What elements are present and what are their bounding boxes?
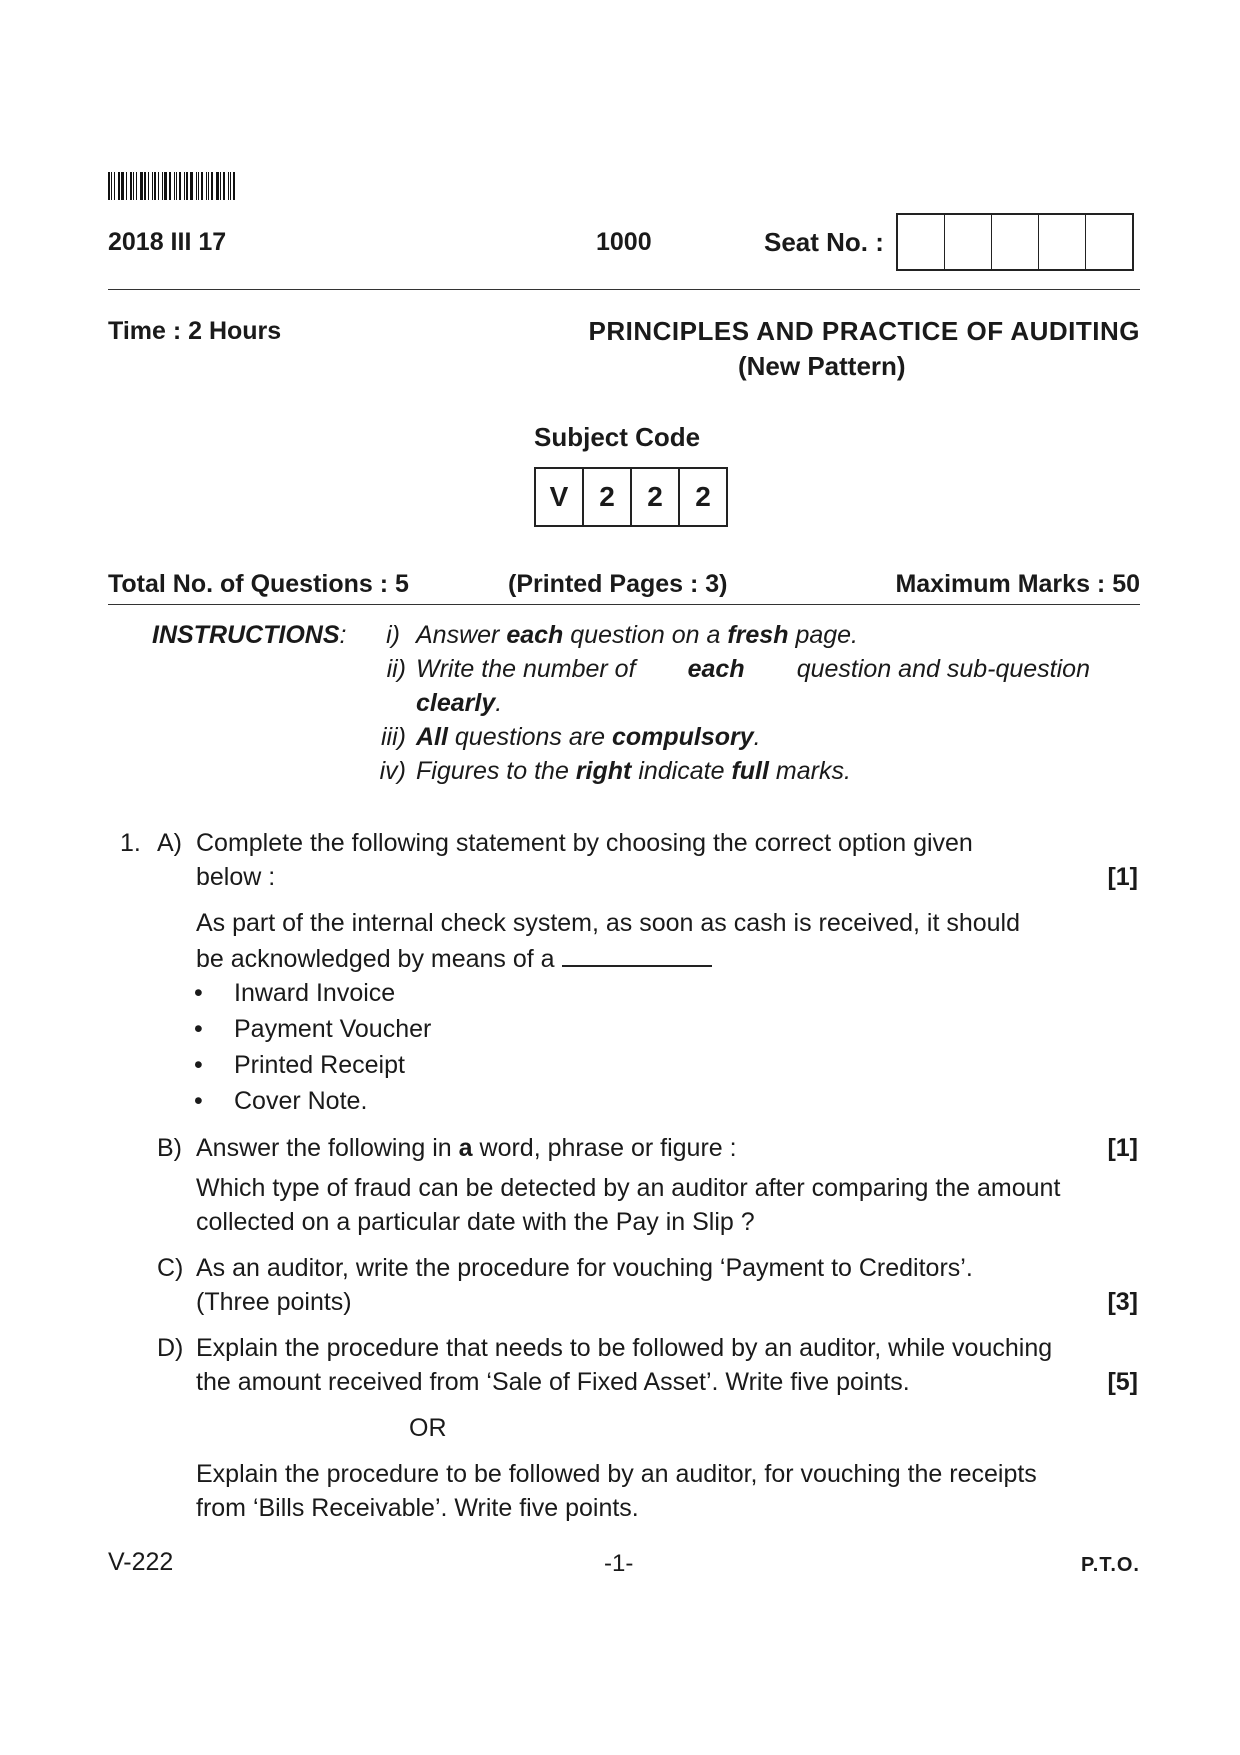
barcode-bar <box>169 172 171 200</box>
marks-badge: [5] <box>1107 1368 1138 1396</box>
answer-blank <box>562 943 712 967</box>
barcode-bar <box>220 172 221 200</box>
question-1b-text: Answer the following in a word, phrase or figure : <box>196 1134 737 1162</box>
option-item: • Payment Voucher <box>194 1015 432 1043</box>
barcode-bar <box>111 172 112 200</box>
barcode-bar <box>228 172 229 200</box>
bullet-icon: • <box>194 1015 203 1043</box>
barcode-bar <box>184 172 185 200</box>
barcode-bar <box>206 172 207 200</box>
question-number: 1. <box>120 829 141 857</box>
instruction-num: i) <box>386 621 400 649</box>
sub-question-label: D) <box>157 1334 184 1362</box>
instructions-label: INSTRUCTIONS: <box>152 621 347 649</box>
instruction-3: All questions are compulsory. <box>416 723 761 751</box>
barcode-bar <box>176 172 177 200</box>
barcode-bar <box>211 172 213 200</box>
barcode-bar <box>118 172 120 200</box>
time-allowed: Time : 2 Hours <box>108 317 282 345</box>
question-1d-text: Explain the procedure that needs to be followed by an auditor, while vouching <box>196 1334 1053 1362</box>
subject-title: PRINCIPLES AND PRACTICE OF AUDITING <box>588 316 1140 346</box>
barcode-bar <box>133 172 134 200</box>
copies-count: 1000 <box>596 228 652 256</box>
bullet-icon: • <box>194 1051 203 1079</box>
barcode-bar <box>140 172 143 200</box>
marks-badge: [3] <box>1107 1288 1138 1316</box>
barcode-bar <box>230 172 231 200</box>
sub-question-label: B) <box>157 1134 182 1162</box>
subject-code-char: 2 <box>695 481 711 512</box>
instruction-num: iii) <box>381 723 406 751</box>
option-item: • Inward Invoice <box>194 979 396 1007</box>
subject-code-char: 2 <box>584 469 632 525</box>
barcode-bar <box>121 172 124 200</box>
question-1c-text: (Three points) <box>196 1288 352 1316</box>
barcode-bar <box>130 172 132 200</box>
question-1d-alternative: Explain the procedure to be followed by an auditor, for vouching the receipts <box>196 1460 1037 1488</box>
sub-question-label: C) <box>157 1254 184 1282</box>
barcode-bar <box>198 172 199 200</box>
marks-badge: [1] <box>1107 1134 1138 1162</box>
barcode-bar <box>174 172 175 200</box>
question-1a-statement: As part of the internal check system, as soon as cash is received, it should <box>196 909 1021 937</box>
barcode-bar <box>108 172 110 200</box>
instruction-num: ii) <box>386 655 406 683</box>
barcode-bar <box>216 172 219 200</box>
question-1a-statement: be acknowledged by means of a <box>196 943 712 974</box>
pattern-label: (New Pattern) <box>738 351 906 381</box>
question-1c-text: As an auditor, write the procedure for vouching ‘Payment to Creditors’. <box>196 1254 973 1282</box>
barcode-bar <box>208 172 209 200</box>
barcode <box>108 172 248 200</box>
instruction-2-cont: clearly. <box>416 689 503 717</box>
barcode-bar <box>144 172 146 200</box>
footer-code: V-222 <box>108 1548 174 1576</box>
barcode-bar <box>186 172 188 200</box>
marks-badge: [1] <box>1107 863 1138 891</box>
question-1b-question: Which type of fraud can be detected by an auditor after comparing the amount <box>196 1174 1061 1202</box>
option-item: • Printed Receipt <box>194 1051 405 1079</box>
paper-code: 2018 III 17 <box>108 228 227 256</box>
pto-label: P.T.O. <box>1081 1554 1140 1576</box>
seat-number-cell[interactable] <box>992 215 1039 269</box>
info-divider <box>108 604 1140 605</box>
barcode-bar <box>164 172 167 200</box>
option-item: • Cover Note. <box>194 1087 368 1115</box>
sub-question-label: A) <box>157 829 182 857</box>
subject-code-label: Subject Code <box>534 422 701 452</box>
barcode-bar <box>162 172 163 200</box>
instruction-1: Answer each question on a fresh page. <box>416 621 858 649</box>
barcode-bar <box>126 172 127 200</box>
barcode-bar <box>201 172 203 200</box>
barcode-bar <box>114 172 115 200</box>
barcode-bar <box>179 172 181 200</box>
seat-number-cell[interactable] <box>945 215 992 269</box>
subject-code-char: 2 <box>632 469 680 525</box>
seat-number-cell[interactable] <box>1039 215 1086 269</box>
barcode-bar <box>152 172 153 200</box>
barcode-bar <box>148 172 149 200</box>
total-questions: Total No. of Questions : 5 <box>108 570 409 598</box>
barcode-bar <box>158 172 159 200</box>
barcode-bar <box>154 172 156 200</box>
or-separator: OR <box>409 1414 447 1442</box>
printed-pages: (Printed Pages : 3) <box>508 570 728 598</box>
maximum-marks: Maximum Marks : 50 <box>895 570 1140 598</box>
question-1d-text: the amount received from ‘Sale of Fixed Asset’. Write five points. <box>196 1368 910 1396</box>
question-1b-question: collected on a particular date with the Pay in Slip ? <box>196 1208 755 1236</box>
subject-code-char: V <box>536 469 584 525</box>
question-1a-text: below : <box>196 863 276 891</box>
bullet-icon: • <box>194 1087 203 1115</box>
instruction-4: Figures to the right indicate full marks. <box>416 757 851 785</box>
barcode-bar <box>223 172 225 200</box>
instruction-2: Write the number of each question and sub-question <box>416 655 1090 683</box>
barcode-bar <box>190 172 193 200</box>
seat-label: Seat No. : <box>764 227 884 257</box>
seat-number-cell[interactable] <box>1086 215 1132 269</box>
bullet-icon: • <box>194 979 203 1007</box>
seat-number-boxes[interactable] <box>896 213 1134 271</box>
barcode-bar <box>196 172 197 200</box>
header-divider <box>108 289 1140 290</box>
question-1d-alternative: from ‘Bills Receivable’. Write five points. <box>196 1494 639 1522</box>
subject-code-boxes <box>534 467 728 527</box>
instruction-num: iv) <box>379 757 406 785</box>
barcode-bar <box>136 172 137 200</box>
seat-number-cell[interactable] <box>898 215 945 269</box>
page-number: -1- <box>604 1550 634 1577</box>
barcode-bar <box>233 172 235 200</box>
question-1a-text: Complete the following statement by choosing the correct option given <box>196 829 973 857</box>
